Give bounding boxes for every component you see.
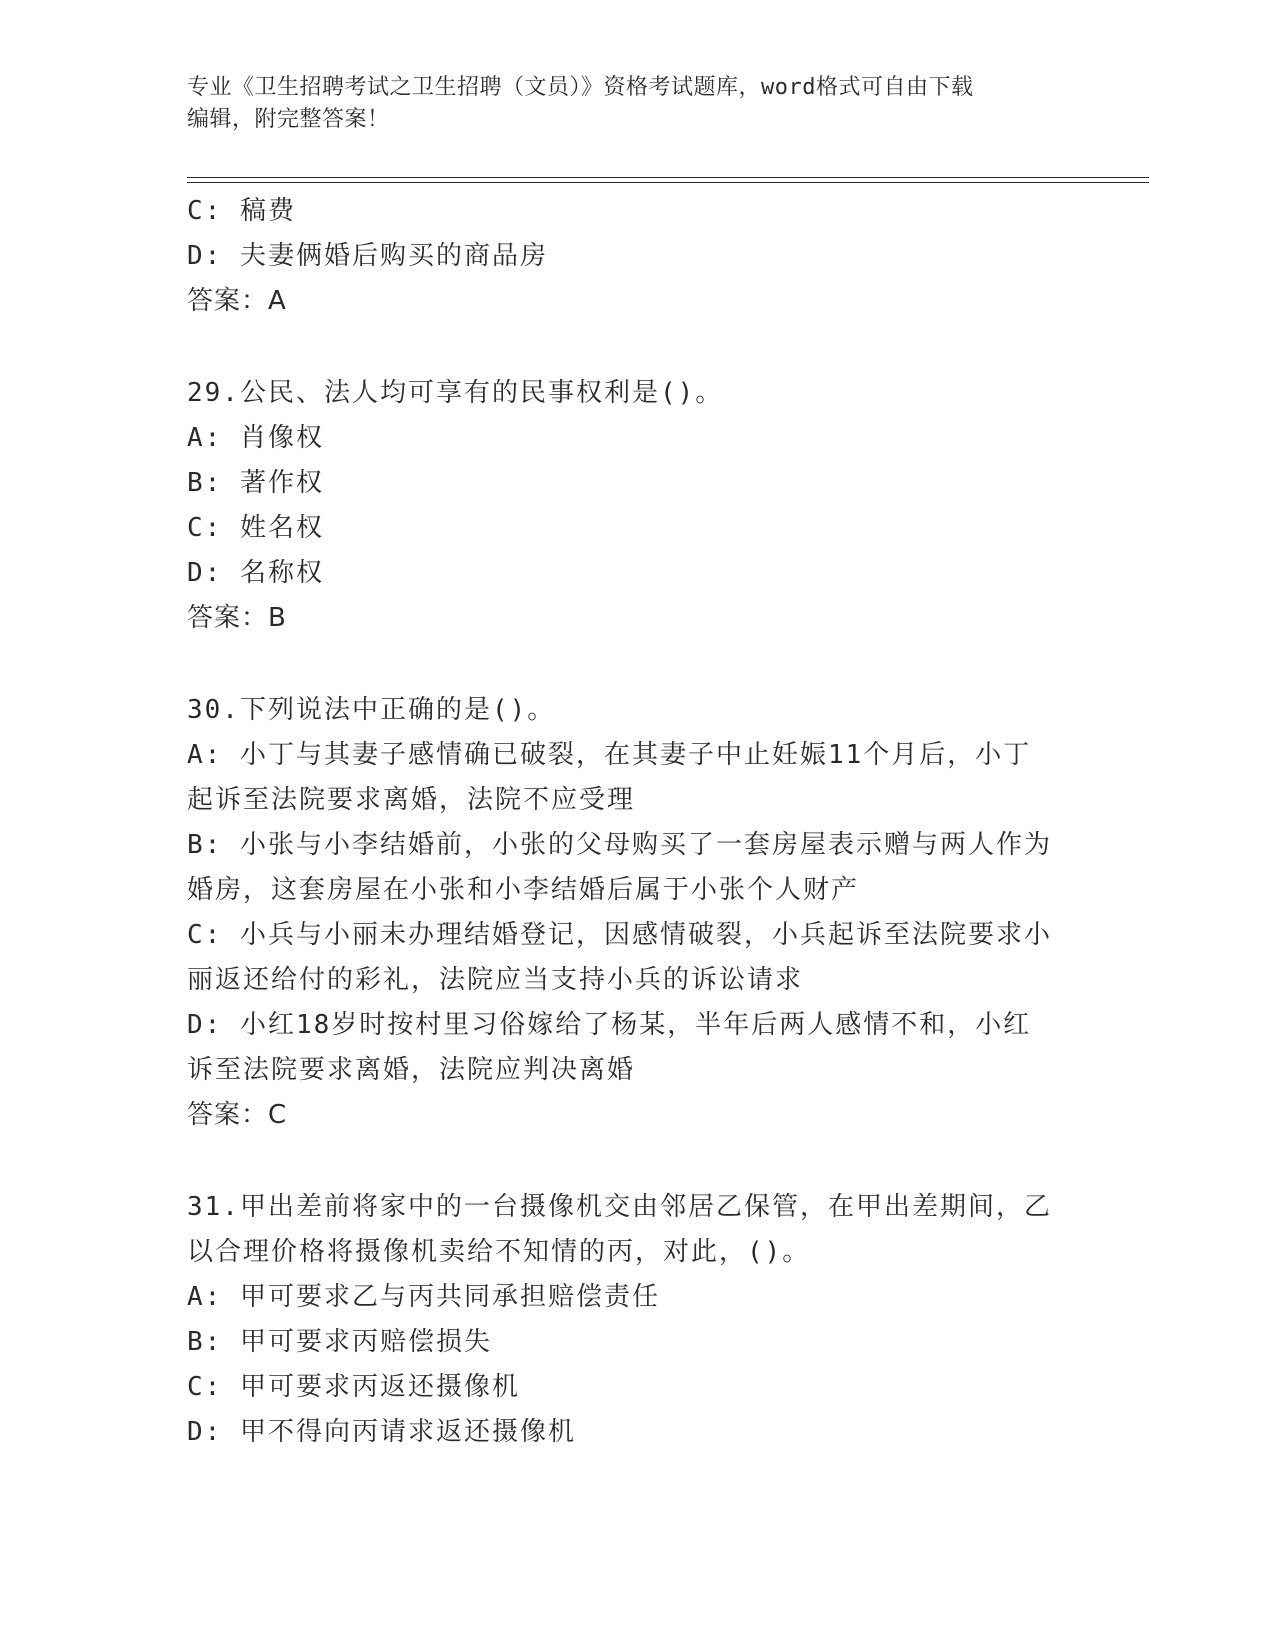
question-stem-continued: 以合理价格将摄像机卖给不知情的丙，对此，()。: [187, 1237, 811, 1267]
option-a: A: 肖像权: [187, 423, 324, 453]
option-a-continued: 起诉至法院要求离婚，法院不应受理: [187, 785, 636, 815]
question-content: [187, 189, 1087, 1455]
spacer: [187, 324, 1087, 371]
question-stem: 31.甲出差前将家中的一台摄像机交由邻居乙保管，在甲出差期间，乙: [187, 1192, 1052, 1222]
spacer: [187, 641, 1087, 688]
option-b: B: 小张与小李结婚前，小张的父母购买了一套房屋表示赠与两人作为: [187, 830, 1052, 860]
question-30: [187, 688, 1087, 1138]
option-b: B: 著作权: [187, 468, 324, 498]
question-stem: 30.下列说法中正确的是()。: [187, 695, 556, 725]
option-c: C: 姓名权: [187, 513, 324, 543]
prev-question: [187, 189, 1087, 324]
document-header: [187, 72, 1087, 136]
answer-line: 答案：C: [187, 1100, 288, 1130]
question-29: [187, 371, 1087, 641]
option-a: A: 小丁与其妻子感情确已破裂，在其妻子中止妊娠11个月后，小丁: [187, 740, 1032, 770]
option-c: C: 甲可要求丙返还摄像机: [187, 1372, 520, 1402]
question-31: [187, 1185, 1087, 1455]
answer-line: 答案：A: [187, 286, 287, 316]
option-c: C: 稿费: [187, 196, 296, 226]
option-b: B: 甲可要求丙赔偿损失: [187, 1327, 492, 1357]
option-d: D: 夫妻俩婚后购买的商品房: [187, 241, 548, 271]
option-d: D: 名称权: [187, 558, 324, 588]
header-rule-bottom: [187, 182, 1149, 183]
option-c-continued: 丽返还给付的彩礼，法院应当支持小兵的诉讼请求: [187, 965, 804, 995]
header-rule-top: [187, 177, 1149, 178]
option-c: C: 小兵与小丽未办理结婚登记，因感情破裂，小兵起诉至法院要求小: [187, 920, 1052, 950]
option-b-continued: 婚房，这套房屋在小张和小李结婚后属于小张个人财产: [187, 875, 860, 905]
option-d-continued: 诉至法院要求离婚，法院应判决离婚: [187, 1055, 636, 1085]
option-a: A: 甲可要求乙与丙共同承担赔偿责任: [187, 1282, 660, 1312]
option-d: D: 甲不得向丙请求返还摄像机: [187, 1417, 576, 1447]
header-line-2: 编辑，附完整答案！: [187, 107, 390, 132]
question-stem: 29.公民、法人均可享有的民事权利是()。: [187, 378, 724, 408]
spacer: [187, 1138, 1087, 1185]
header-line-1: 专业《卫生招聘考试之卫生招聘（文员）》资格考试题库，word格式可自由下载: [187, 75, 974, 100]
answer-line: 答案：B: [187, 603, 287, 633]
option-d: D: 小红18岁时按村里习俗嫁给了杨某，半年后两人感情不和，小红: [187, 1010, 1032, 1040]
